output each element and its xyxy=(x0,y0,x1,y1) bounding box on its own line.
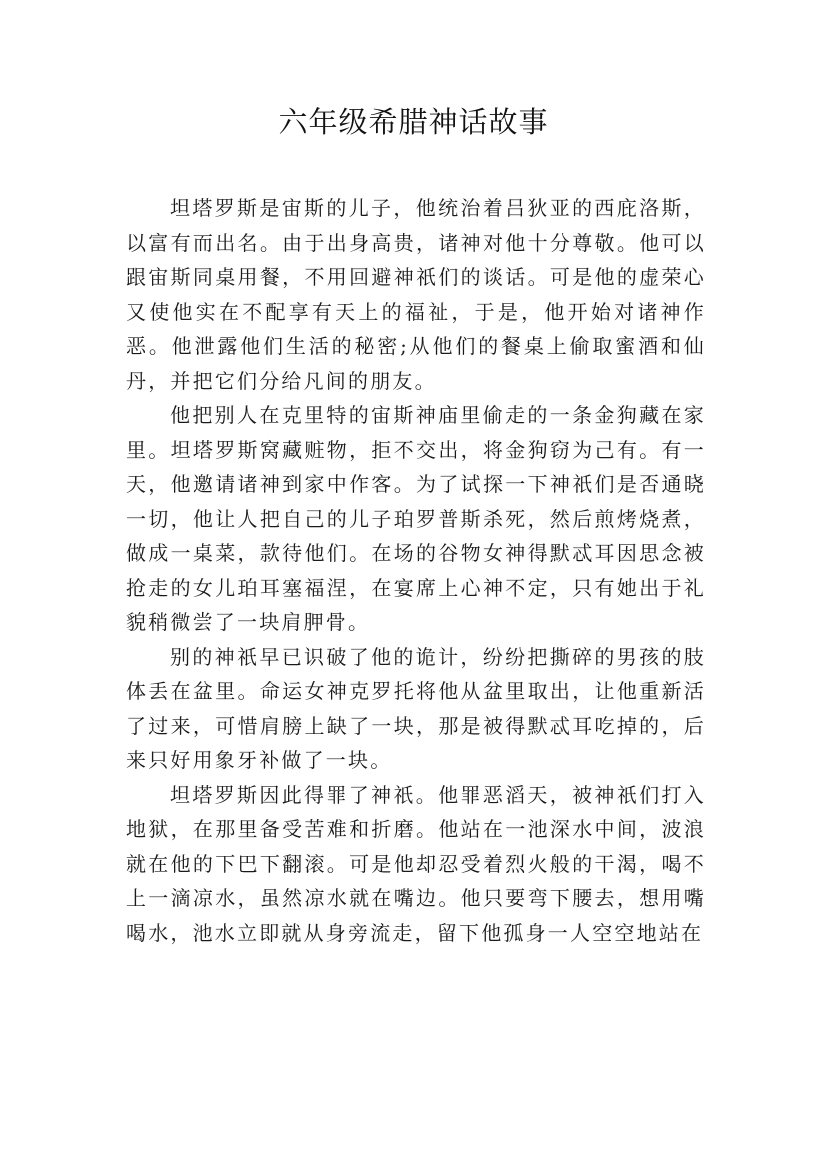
paragraph-3: 别的神祇早已识破了他的诡计，纷纷把撕碎的男孩的肢体丢在盆里。命运女神克罗托将他从盆里取出，让他重新活了过来，可惜肩膀上缺了一块，那是被得默忒耳吃掉的，后来只好用象牙补做了一块。 xyxy=(126,644,706,772)
paragraph-4: 坦塔罗斯因此得罪了神祇。他罪恶滔天，被神祇们打入地狱，在那里备受苦难和折磨。他站在一池深水中间，波浪就在他的下巴下翻滚。可是他却忍受着烈火般的干渴，喝不上一滴凉水，虽然凉水就在嘴边。他只要弯下腰去，想用嘴喝水，池水立即就从身旁流走，留下他孤身一人空空地站在 xyxy=(126,782,706,945)
document-title: 六年级希腊神话故事 xyxy=(278,105,549,139)
paragraph-1: 坦塔罗斯是宙斯的儿子，他统治着吕狄亚的西庇洛斯，以富有而出名。由于出身高贵，诸神对他十分尊敬。他可以跟宙斯同桌用餐，不用回避神祇们的谈话。可是他的虚荣心又使他实在不配享有天上的福祉，于是，他开始对诸神作恶。他泄露他们生活的秘密;从他们的餐桌上偷取蜜酒和仙丹，并把它们分给凡间的朋友。 xyxy=(126,196,706,393)
document-body xyxy=(126,191,706,950)
paragraph-2: 他把别人在克里特的宙斯神庙里偷走的一条金狗藏在家里。坦塔罗斯窝藏赃物，拒不交出，将金狗窃为己有。有一天，他邀请诸神到家中作客。为了试探一下神祇们是否通晓一切，他让人把自己的儿子珀罗普斯杀死，然后煎烤烧煮，做成一桌菜，款待他们。在场的谷物女神得默忒耳因思念被抢走的女儿珀耳塞福涅，在宴席上心神不定，只有她出于礼貌稍微尝了一块肩胛骨。 xyxy=(126,403,706,634)
